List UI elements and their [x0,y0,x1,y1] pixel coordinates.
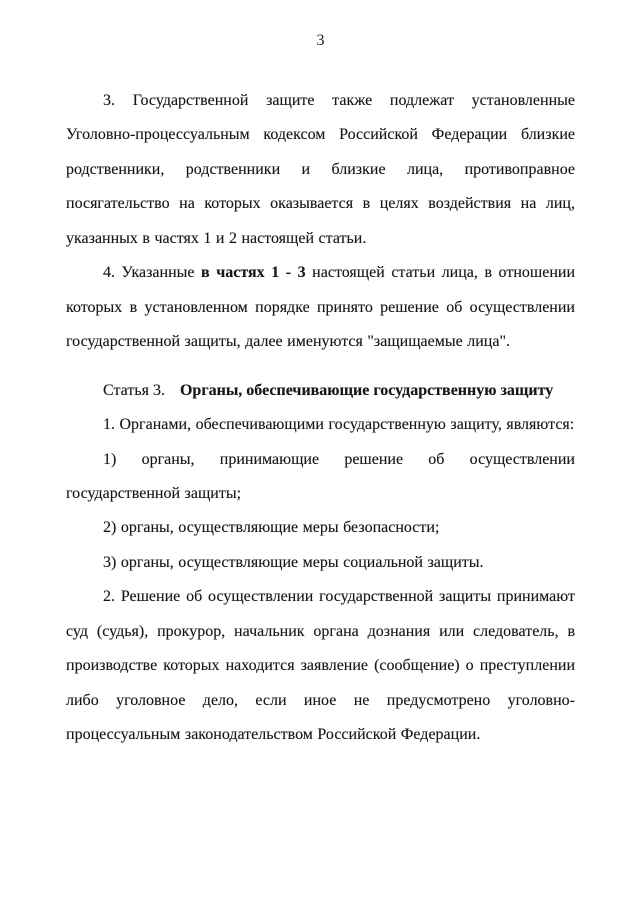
article-3-subitem-3: 3) органы, осуществляющие меры социальной защиты. [103,553,484,571]
paragraph-part-3: 3. Государственной защите также подлежат установленные Уголовно-процессуальным кодексом Российской Федерации близкие родственники, родственники и близкие лица, противоправное посягательство на которых оказывается в целях воздействия на лиц, указанных в частях 1 и 2 настоящей статьи. [66,92,575,247]
article-3-heading [66,374,575,408]
part-4-bold-range: в частях 1 - 3 [201,264,306,282]
article-3-label: Статья 3. [103,381,165,399]
article-3-subitem-1: 1) органы, принимающие решение об осуществлении государственной защиты; [66,450,575,502]
article-3-item-2: 2. Решение об осуществлении государственной защиты принимают суд (судья), прокурор, начальник органа дознания или следователь, в производстве которых находится заявление (сообщение) о преступлении либо уголовное дело, если иное не предусмотрено уголовно-процессуальным законодательством Российской Федерации. [66,588,575,744]
paragraph-part-4 [66,256,575,359]
article-3-title: Органы, обеспечивающие государственную защиту [179,381,554,399]
part-4-rest: настоящей статьи лица, в отношении которых в установленном порядке принято решение об осуществлении государственной защиты, далее именуются "защищаемые лица". [66,264,576,351]
page-number: 3 [316,32,325,49]
part-4-prefix: 4. Указанные [103,264,202,282]
document-body [66,84,575,753]
article-3-item-1: 1. Органами, обеспечивающими государственную защиту, являются: [103,416,575,434]
article-3-subitem-2: 2) органы, осуществляющие меры безопасности; [103,519,440,537]
